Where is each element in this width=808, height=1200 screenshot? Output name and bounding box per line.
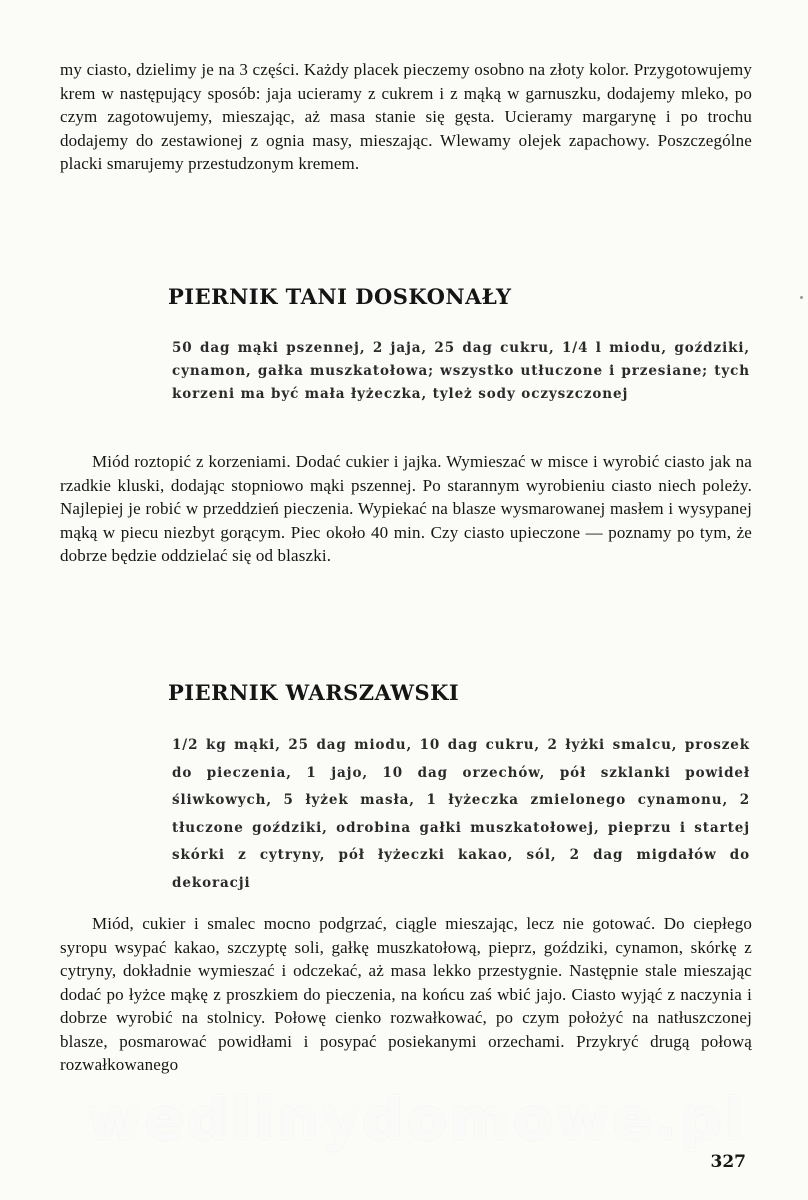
watermark: wedlinydomowe.pl <box>88 1085 748 1153</box>
page-number: 327 <box>710 1152 746 1172</box>
method-piernik-warszawski: Miód, cukier i smalec mocno podgrzać, ciągle mieszając, lecz nie gotować. Do ciepłego syropu wsypać kakao, szczyptę soli, gałkę muszkatołową, pieprz, goździki, cynamon, skórkę z cytryny, dokładnie wymieszać i odczekać, aż masa lekko przestygnie. Następnie stale mieszając dodać po łyżce mąkę z proszkiem do pieczenia, na końcu zaś wbić jajo. Ciasto wyjąć z naczynia i dobrze wyrobić na stolnicy. Połowę cienko rozwałkować, po czym położyć na natłuszczonej blasze, posmarować powidłami i posypać posiekanymi orzechami. Przykryć drugą połową rozwałkowanego <box>60 914 752 1074</box>
ingredients-piernik-warszawski: 1/2 kg mąki, 25 dag miodu, 10 dag cukru, 2 łyżki smalcu, proszek do pieczenia, 1 jajo, 10 dag orzechów, pół szklanki powideł śliwkowych, 5 łyżek masła, 1 łyżeczka zmielonego cynamonu, 2 tłuczone goździki, odrobina gałki muszkatołowej, pieprzu i startej skórki z cytryny, pół łyżeczki kakao, sól, 2 dag migdałów do dekoracji <box>172 737 750 891</box>
ingredients-piernik-tani: 50 dag mąki pszennej, 2 jaja, 25 dag cukru, 1/4 l miodu, goździki, cynamon, gałka muszkatołowa; wszystko utłuczone i przesiane; tych korzeni ma być mała łyżeczka, tyleż sody oczyszczonej <box>172 340 750 402</box>
scan-speck <box>800 296 803 299</box>
intro-paragraph: my ciasto, dzielimy je na 3 części. Każdy placek pieczemy osobno na złoty kolor. Przygotowujemy krem w następujący sposób: jaja ucieramy z cukrem i z mąką w garnuszku, dodajemy mleko, po czym zagotowujemy, mieszając, aż masa stanie się gęsta. Ucieramy margarynę i po trochu dodajemy do zestawionej z ognia masy, mieszając. Wlewamy olejek zapachowy. Poszczególne placki smarujemy przestudzonym kremem. <box>60 60 752 173</box>
method-piernik-tani: Miód roztopić z korzeniami. Dodać cukier i jajka. Wymieszać w misce i wyrobić ciasto jak na rzadkie kluski, dodając stopniowo mąki pszennej. Po starannym wyrobieniu ciasto niech poleży. Najlepiej je robić w przeddzień pieczenia. Wypiekać na blasze wysmarowanej masłem i wysypanej mąką w piecu niezbyt gorącym. Piec około 40 min. Czy ciasto upieczone — poznamy po tym, że dobrze będzie oddzielać się od blaszki. <box>60 452 752 565</box>
recipe-title-piernik-warszawski: PIERNIK WARSZAWSKI <box>168 680 460 705</box>
recipe-title-piernik-tani: PIERNIK TANI DOSKONAŁY <box>168 284 512 309</box>
